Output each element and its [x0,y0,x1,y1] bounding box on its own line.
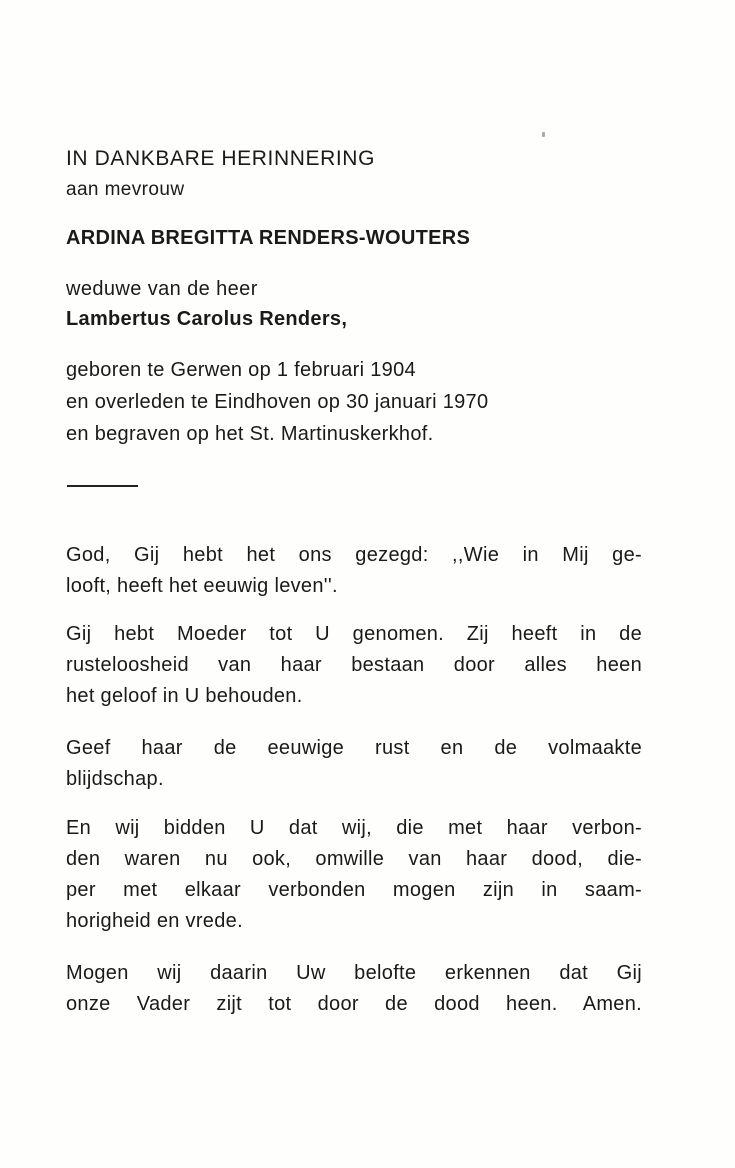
prayer-paragraph-3 [66,733,642,795]
addressee-line: aan mevrouw [66,179,185,200]
prayer-line: Geef haar de eeuwige rust en de volmaakte [66,737,642,759]
prayer-line: horigheid en vrede. [66,910,243,932]
prayer-line: looft, heeft het eeuwig leven''. [66,575,338,597]
birth-line: geboren te Gerwen op 1 februari 1904 [66,359,416,381]
prayer-line: God, Gij hebt het ons gezegd: ,,Wie in Mij ge- [66,544,642,566]
prayer-line: En wij bidden U dat wij, die met haar verbon- [66,817,642,839]
prayer-paragraph-2 [66,619,642,712]
prayer-paragraph-1 [66,540,642,602]
prayer-line: rusteloosheid van haar bestaan door alles heen [66,654,642,676]
prayer-line: Mogen wij daarin Uw belofte erkennen dat Gij [66,962,642,984]
prayer-line: Gij hebt Moeder tot U genomen. Zij heeft in de [66,623,642,645]
death-line: en overleden te Eindhoven op 30 januari 1970 [66,391,489,413]
burial-line: en begraven op het St. Martinuskerkhof. [66,423,434,445]
prayer-line: het geloof in U behouden. [66,685,303,707]
widow-info [66,274,347,334]
card-heading: IN DANKBARE HERINNERING [66,147,376,170]
prayer-line: onze Vader zijt tot door de dood heen. Amen. [66,993,642,1015]
divider-rule [67,485,138,487]
life-dates [66,354,488,450]
husband-name: Lambertus Carolus Renders, [66,308,348,330]
prayer-paragraph-5 [66,958,642,1020]
widow-line: weduwe van de heer [66,278,258,300]
prayer-line: den waren nu ook, omwille van haar dood, die- [66,848,642,870]
prayer-line: blijdschap. [66,768,164,790]
paper-speck [542,132,545,137]
deceased-name: ARDINA BREGITTA RENDERS-WOUTERS [66,227,471,249]
prayer-paragraph-4 [66,813,642,937]
prayer-line: per met elkaar verbonden mogen zijn in saam- [66,879,642,901]
